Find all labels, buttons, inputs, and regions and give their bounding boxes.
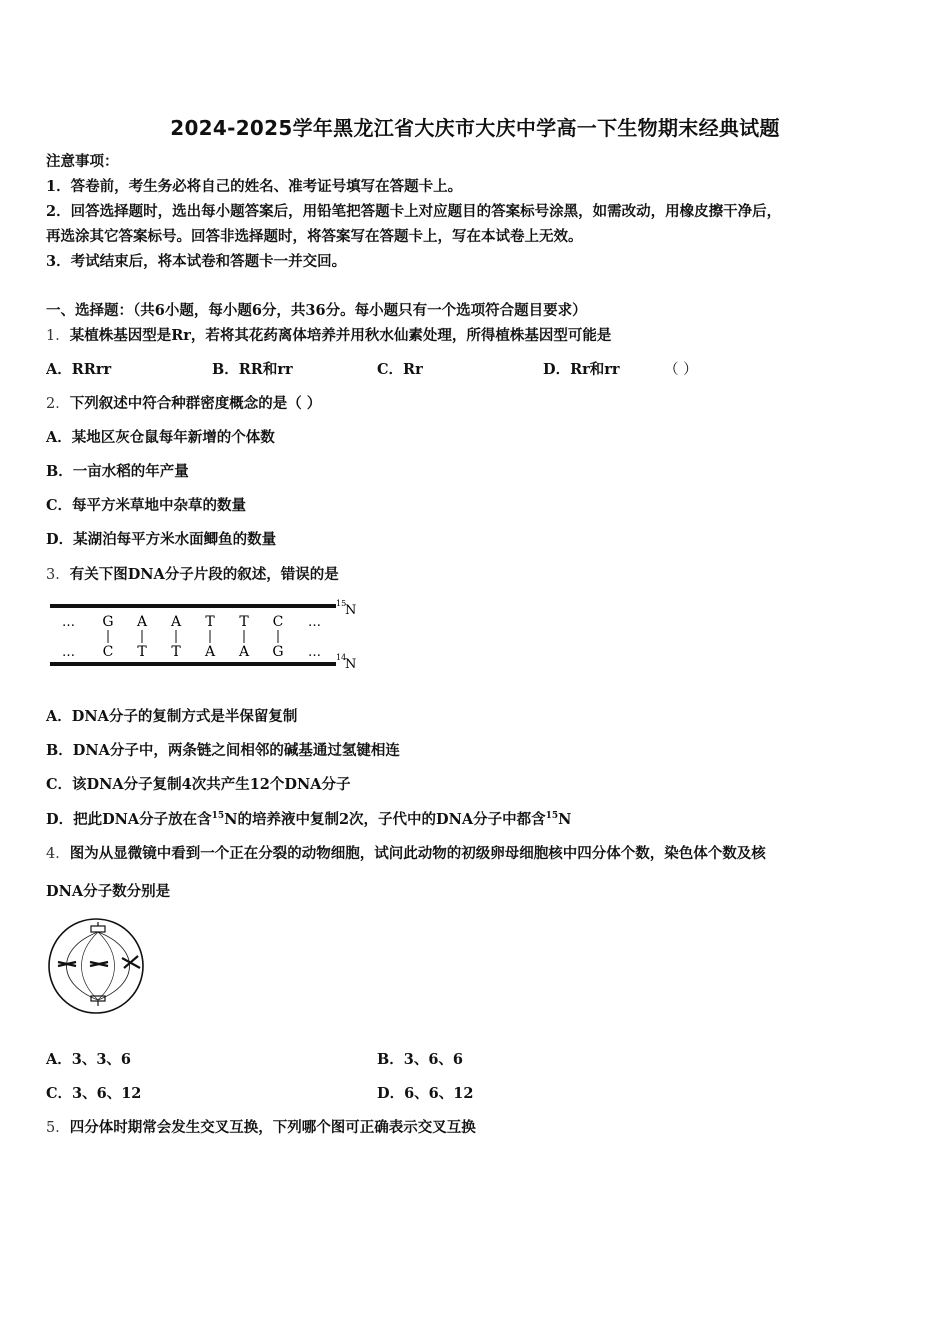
q4-option-c: C．3、6、12 [46, 1085, 142, 1102]
q1-option-a: A．RRrr [46, 361, 112, 378]
q4-option-b: B．3、6、6 [377, 1051, 464, 1068]
q1-option-b: B．RR和rr [212, 361, 293, 378]
question-number: 3． [46, 567, 70, 583]
dna-dots-right-top: … [308, 615, 321, 630]
bottom-base: A [204, 644, 216, 660]
question-text: 某植株基因型是Rr，若将其花药离体培养并用秋水仙素处理，所得植株基因型可能是 [69, 327, 612, 344]
superscript: 15 [211, 811, 225, 822]
q2-option-d: D．某湖泊每平方米水面鲫鱼的数量 [46, 531, 277, 548]
question-3 [46, 565, 339, 585]
question-number: 4． [46, 846, 70, 862]
bottom-base: G [272, 644, 284, 660]
top-label: N [345, 603, 357, 618]
question-4-continued: DNA分子数分别是 [46, 883, 171, 900]
q1-option-c: C．Rr [377, 361, 423, 378]
top-base: A [170, 614, 182, 630]
top-base: T [205, 614, 215, 630]
question-number: 1． [46, 328, 70, 344]
bottom-base: T [137, 644, 147, 660]
q3-option-d [46, 810, 571, 830]
q4-option-d: D．6、6、12 [377, 1085, 474, 1102]
notice-item: 3．考试结束后，将本试卷和答题卡一并交回。 [46, 253, 347, 270]
bottom-base: C [102, 644, 114, 660]
q1-option-d: D．Rr和rr [543, 361, 620, 378]
bottom-base: T [171, 644, 181, 660]
bottom-base: A [238, 644, 250, 660]
option-text: N [558, 811, 572, 828]
bottom-label: N [345, 657, 357, 672]
answer-paren: （ ） [664, 362, 698, 378]
question-1 [46, 326, 611, 346]
dividing-cell-figure [46, 918, 150, 1014]
q2-option-a: A．某地区灰仓鼠每年新增的个体数 [46, 429, 275, 446]
q3-option-a: A．DNA分子的复制方式是半保留复制 [46, 708, 298, 725]
dna-dots-right-bottom: … [308, 645, 321, 660]
dna-dots-left-top: … [62, 615, 75, 630]
q3-option-b: B．DNA分子中，两条链之间相邻的碱基通过氢键相连 [46, 742, 400, 759]
dna-fragment-figure [46, 598, 366, 674]
question-text: 图为从显微镜中看到一个正在分裂的动物细胞，试问此动物的初级卵母细胞核中四分体个数，染色体个数及核 [69, 845, 766, 862]
top-base: A [136, 614, 148, 630]
q4-option-a: A．3、3、6 [46, 1051, 132, 1068]
question-text: 有关下图DNA分子片段的叙述，错误的是 [69, 566, 339, 583]
question-5 [46, 1118, 476, 1138]
page-title: 2024-2025学年黑龙江省大庆市大庆中学高一下生物期末经典试题 [170, 116, 780, 140]
question-number: 2． [46, 396, 70, 412]
top-base: C [272, 614, 284, 630]
dna-dots-left-bottom: … [62, 645, 75, 660]
notice-item: 再选涂其它答案标号。回答非选择题时，将答案写在答题卡上，写在本试卷上无效。 [46, 228, 583, 245]
question-text: 四分体时期常会发生交叉互换，下列哪个图可正确表示交叉互换 [69, 1119, 476, 1136]
q3-option-c: C．该DNA分子复制4次共产生12个DNA分子 [46, 776, 351, 793]
section-heading: 一、选择题：（共6小题，每小题6分，共36分。每小题只有一个选项符合题目要求） [46, 302, 587, 319]
option-text: D．把此DNA分子放在含 [46, 811, 212, 828]
bottom-label-sup: 14 [336, 653, 347, 662]
superscript: 15 [545, 811, 559, 822]
top-base: G [102, 614, 114, 630]
question-2 [46, 394, 321, 414]
question-4 [46, 844, 766, 864]
question-number: 5． [46, 1120, 70, 1136]
top-base: T [239, 614, 249, 630]
top-label-sup: 15 [336, 599, 347, 608]
option-text: N的培养液中复制2次，子代中的DNA分子中都含 [224, 811, 546, 828]
q2-option-b: B．一亩水稻的年产量 [46, 463, 189, 480]
notice-item: 1．答卷前，考生务必将自己的姓名、准考证号填写在答题卡上。 [46, 178, 463, 195]
q2-option-c: C．每平方米草地中杂草的数量 [46, 497, 247, 514]
notice-heading: 注意事项： [46, 153, 119, 170]
notice-item: 2．回答选择题时，选出每小题答案后，用铅笔把答题卡上对应题目的答案标号涂黑，如需改动，用橡皮擦干净后， [46, 203, 782, 220]
question-text: 下列叙述中符合种群密度概念的是（ ） [69, 395, 322, 412]
